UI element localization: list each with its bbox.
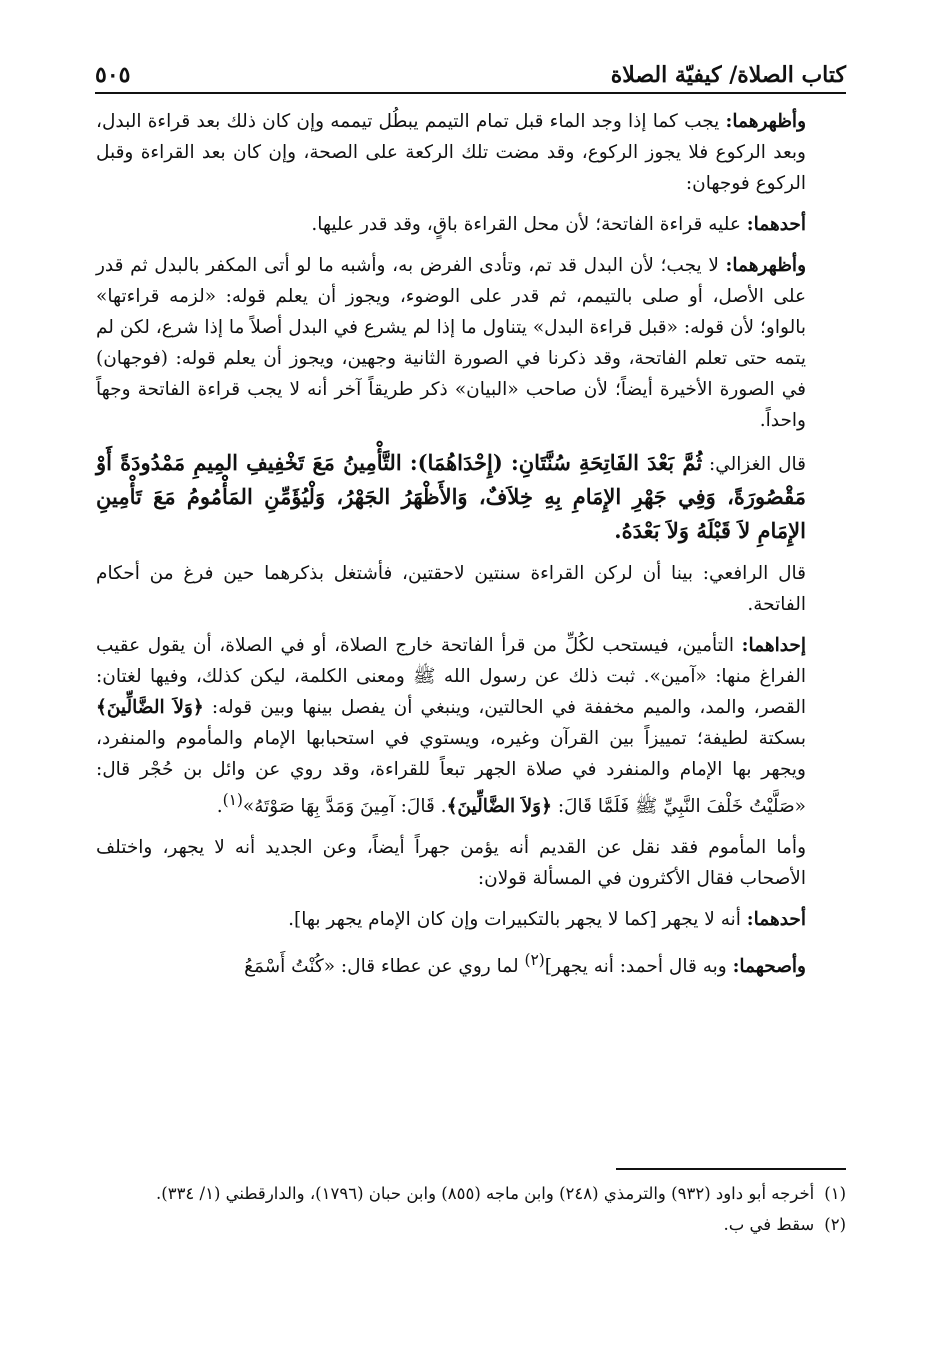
paragraph-text: عليه قراءة الفاتحة؛ لأن محل القراءة باقٍ، وقد قدر عليها. — [311, 214, 747, 235]
paragraph-text: لما روي عن عطاء قال: «كُنْتُ أَسْمَعُ — [244, 956, 525, 978]
paragraph-text: وأما المأموم فقد نقل عن القديم أنه يؤمن جهراً أيضاً، وعن الجديد أنه لا يجهر، واختلف الأصحاب فقال الأكثرون في المسألة قولان: — [96, 837, 806, 890]
paragraph-text: بينا أن لركن القراءة سنتين لاحقتين، فأشتغل بذكرهما حين فرغ من أحكام الفاتحة. — [96, 563, 806, 615]
footnote-ref[interactable]: (٢) — [524, 951, 545, 970]
footnote-number: (٢) — [824, 1215, 846, 1234]
footnote-ref[interactable]: (١) — [222, 791, 243, 809]
paragraph-text: التأمين، فيستحب لكُلِّ من قرأ الفاتحة خارج الصلاة، أو في الصلاة، أن يقول عقيب الفراغ منها: «آمين». ثبت ذلك عن رسول الله ﷺ ومعنى الكلمة، ليكن كذلك، وفيها لغتان: القصر، والمد، والميم مخففة في الحالتين، وينبغي أن يفصل بينها وبين قوله: — [96, 635, 806, 718]
matn-text: ثُمَّ بَعْدَ الفَاتِحَةِ سُنَّتَانِ: (إِحْدَاهُمَا): التَّأْمِينُ مَعَ تَخْفِيفِ المِيمِ مَمْدُودَةً أَوْ مَقْصُورَةً، وَفِي جَهْرِ الإِمَامِ بِهِ خِلاَفٌ، وَالأَظْهَرُ الجَهْرُ، وَلْيُؤَمِّنِ المَأْمُومُ مَعَ تَأْمِينِ الإِمَامِ لاَ قَبْلَهُ وَلاَ بَعْدَهُ. — [96, 450, 806, 543]
paragraph-text: أنه لا يجهر [كما لا يجهر بالتكبيرات وإن كان الإمام يجهر بها]. — [288, 909, 747, 931]
quran-quote: ﴿وَلاَ الضَّالِّينَ﴾ — [446, 796, 552, 818]
footnote-text: أخرجه أبو داود (٩٣٢) والترمذي (٢٤٨) وابن ماجه (٨٥٥) وابن حبان (١٧٩٦)، والدارقطني (١/ ٣٣٤). — [156, 1184, 815, 1203]
paragraph-lead: إحداهما: — [741, 635, 806, 656]
paragraph-lead: وأصحهما: — [732, 956, 806, 978]
paragraph — [96, 630, 846, 822]
paragraph-lead: وأظهرهما: — [725, 255, 806, 276]
quran-quote: ﴿وَلاَ الضَّالِّينَ﴾ — [96, 697, 204, 718]
footnote — [96, 1180, 846, 1207]
footnote — [96, 1211, 846, 1238]
paragraph-text: . — [216, 796, 223, 818]
paragraph — [96, 832, 846, 894]
footnote-number: (١) — [824, 1184, 846, 1203]
paragraph-lead: أحدهما: — [746, 214, 806, 235]
commentary-attribution: قال الرافعي: — [702, 563, 806, 584]
paragraph — [96, 945, 846, 982]
main-text — [96, 106, 846, 992]
paragraph-text: بسكتة لطيفة؛ تمييزاً بين القرآن وغيره، ويستوي في استحبابها الإمام والمأموم والمنفرد، ويجهر بها الإمام والمنفرد في صلاة الجهر تبعاً للقراءة، وقد روي عن وائل بن حُجْر قال: «صَلَّيْتُ خَلْفَ النَّبِيِّ ﷺ فَلَمَّا قَالَ: — [96, 728, 806, 818]
paragraph — [96, 558, 846, 620]
paragraph-lead: وأظهرهما: — [725, 111, 806, 132]
footnote-divider — [616, 1168, 846, 1170]
header-divider — [95, 92, 846, 94]
paragraph-text: لا يجب؛ لأن البدل قد تم، وتأدى الفرض به، وأشبه ما لو أتى المكفر بالبدل ثم قدر على الأصل، أو صلى بالتيمم، ثم قدر على الوضوء، ويجوز أن يعلم قوله: «لزمه قراءتها» بالواو؛ لأن قوله: «قبل قراءة البدل» يتناول ما إذا لم يشرع في البدل أصلاً ما إذا شرع، لكن لم يتمه حتى تعلم الفاتحة، وقد ذكرنا في الصورة الثانية وجهين، ويجوز أن يعلم قوله: (فوجهان) في الصورة الأخيرة أيضاً؛ لأن صاحب «البيان» ذكر طريقاً آخر أنه لا يجب قراءة الفاتحة وجهاً واحداً. — [96, 255, 806, 431]
matn-paragraph — [96, 446, 846, 548]
paragraph — [96, 250, 846, 436]
paragraph — [96, 904, 846, 935]
footnotes — [96, 1168, 846, 1242]
paragraph-lead: أحدهما: — [746, 909, 806, 931]
matn-attribution: قال الغزالي: — [702, 454, 806, 475]
paragraph-text: . قَالَ: آمِينَ وَمَدَّ بِهَا صَوْتَهُ» — [242, 796, 447, 818]
page-header — [95, 48, 846, 88]
paragraph-text: يجب كما إذا وجد الماء قبل تمام التيمم يبطُل تيممه وإن كان ذلك بعد قراءة البدل، وبعد الركوع فلا يجوز الركوع، وقد مضت تلك الركعة على الصحة، وإن كان بعد القراءة وقبل الركوع فوجهان: — [96, 111, 806, 194]
page-number: ٥٠٥ — [95, 62, 131, 88]
running-head: كتاب الصلاة/ كيفيّة الصلاة — [610, 62, 846, 88]
paragraph-text: وبه قال أحمد: أنه يجهر] — [544, 956, 733, 978]
paragraph — [96, 106, 846, 199]
paragraph — [96, 209, 846, 240]
footnote-text: سقط في ب. — [723, 1215, 815, 1234]
